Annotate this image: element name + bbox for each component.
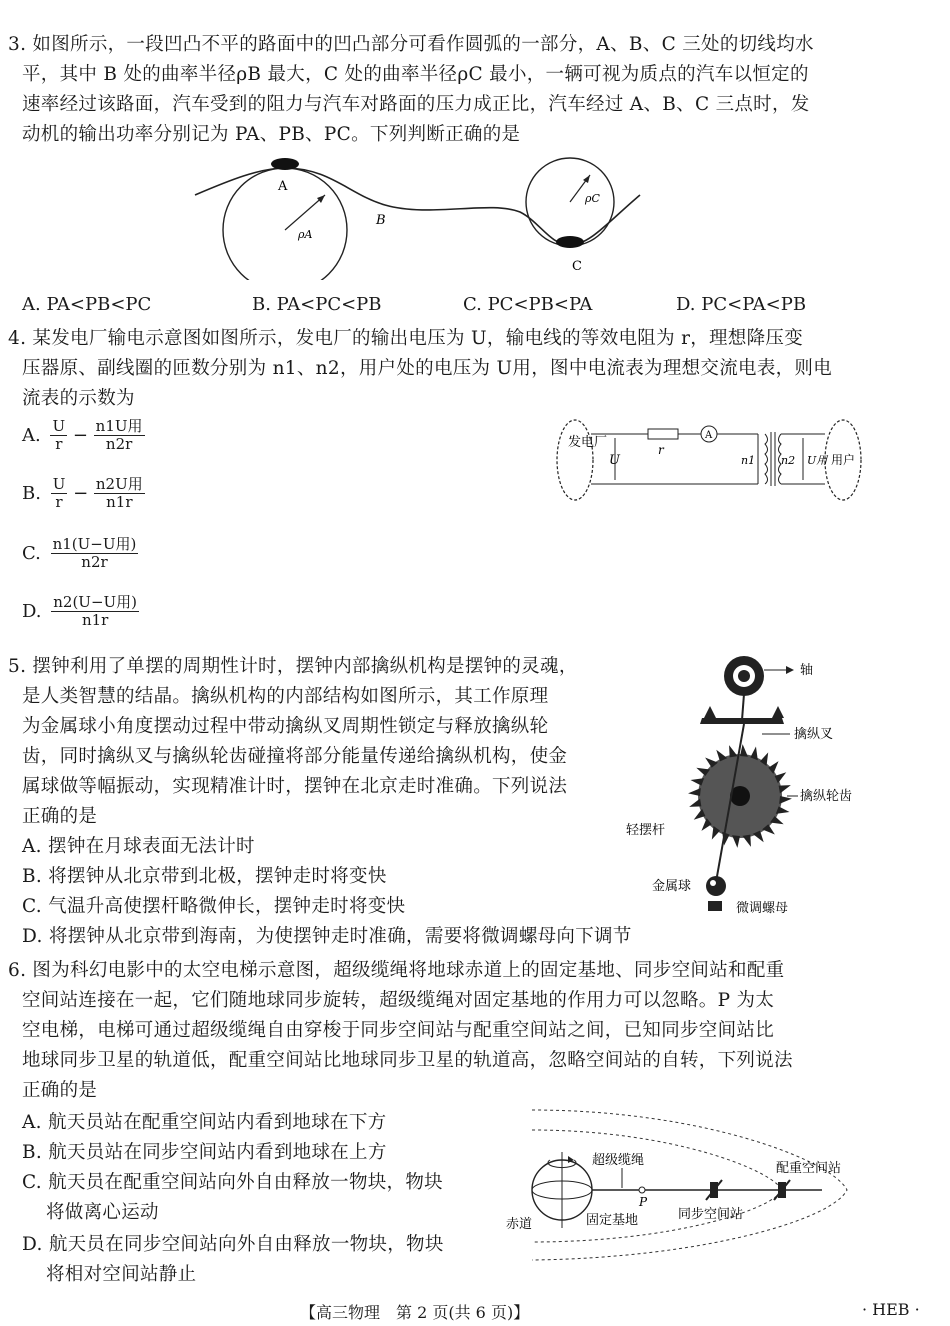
q5-line-5: 属球做等幅振动，实现精准计时，摆钟在北京走时准确。下列说法 — [22, 776, 568, 797]
q6-option-a: A. 航天员站在配重空间站内看到地球在下方 — [22, 1112, 387, 1133]
q5-line-2: 是人类智慧的结晶。擒纵机构的内部结构如图所示，其工作原理 — [22, 686, 549, 707]
q6-line-1: 6. 图为科幻电影中的太空电梯示意图，超级缆绳将地球赤道上的固定基地、同步空间站和配重 — [8, 960, 785, 981]
svg-text:U用: U用 — [807, 454, 828, 467]
svg-text:n2: n2 — [781, 454, 796, 467]
q4-option-d: D. $\frac{\text{n2(U−U用)}}{n1r}$ — [22, 593, 138, 629]
label-a: A — [278, 179, 288, 194]
q5-line-3: 为金属球小角度摆动过程中带动擒纵叉周期性锁定与释放擒纵轮 — [22, 716, 549, 737]
svg-text:金属球: 金属球 — [652, 879, 692, 894]
svg-text:轴: 轴 — [800, 663, 814, 678]
wheel-tooth — [732, 835, 740, 848]
footer-code: · HEB · — [862, 1300, 920, 1319]
svg-text:用户: 用户 — [831, 453, 856, 467]
wheel-tooth — [729, 745, 737, 757]
q4-line-3: 流表的示数为 — [22, 388, 135, 409]
page-footer: 【高三物理 第 2 页(共 6 页)】 — [300, 1303, 530, 1322]
svg-text:n1: n1 — [741, 454, 756, 467]
svg-text:赤道: 赤道 — [506, 1217, 533, 1232]
q6-option-d-cont: 将相对空间站静止 — [46, 1264, 197, 1285]
q4-line-1: 4. 某发电厂输电示意图如图所示，发电厂的输出电压为 U，输电线的等效电阻为 r，理想降压变 — [8, 328, 804, 349]
q5-escapement-figure — [612, 648, 872, 916]
wheel-tooth — [742, 835, 750, 847]
wheel-tooth — [688, 788, 701, 796]
svg-text:同步空间站: 同步空间站 — [678, 1207, 744, 1222]
wheel-tooth — [779, 785, 791, 793]
svg-text:微调螺母: 微调螺母 — [736, 901, 789, 916]
q5-line-1: 5. 摆钟利用了单摆的周期性计时，摆钟内部擒纵机构是摆钟的灵魂， — [8, 656, 578, 677]
q5-option-b: B. 将摆钟从北京带到北极，摆钟走时将变快 — [22, 866, 387, 887]
q3-road-figure — [190, 150, 650, 280]
svg-text:轻摆杆: 轻摆杆 — [626, 823, 666, 838]
q4-circuit-figure — [553, 412, 865, 508]
q6-option-d: D. 航天员在同步空间站向外自由释放一物块，物块 — [22, 1234, 444, 1255]
q5-option-c: C. 气温升高使摆杆略微伸长，摆钟走时将变快 — [22, 896, 406, 917]
q5-option-a: A. 摆钟在月球表面无法计时 — [22, 836, 255, 857]
q3-option-b: B. PA<PC<PB — [252, 294, 382, 315]
q4-option-b: B. $\frac{U}{r}$ − $\frac{\text{n2U用}}{n1r}$ — [22, 475, 143, 511]
q3-option-c: C. PC<PB<PA — [463, 294, 593, 315]
q4-line-2: 压器原、副线圈的匝数分别为 n1、n2，用户处的电压为 U用，图中电流表为理想交流电表，则电 — [22, 358, 833, 379]
wheel-tooth — [779, 796, 792, 804]
q6-line-5: 正确的是 — [22, 1080, 98, 1101]
wheel-tooth — [740, 744, 748, 757]
q3-line-1: 3. 如图所示，一段凹凸不平的路面中的凹凸部分可看作圆弧的一部分，A、B、C 三处的切线均水 — [8, 34, 814, 55]
q5-line-6: 正确的是 — [22, 806, 98, 827]
label-b: B — [376, 213, 386, 228]
q5-line-4: 齿，同时擒纵叉与擒纵轮齿碰撞将部分能量传递给擒纵机构，使金 — [22, 746, 568, 767]
q3-line-3: 速率经过该路面，汽车受到的阻力与汽车对路面的压力成正比，汽车经过 A、B、C 三点时，发 — [22, 94, 810, 115]
svg-text:配重空间站: 配重空间站 — [776, 1161, 842, 1176]
q3-option-d: D. PC<PA<PB — [676, 294, 807, 315]
q6-option-c: C. 航天员在配重空间站向外自由释放一物块，物块 — [22, 1172, 443, 1193]
label-c: C — [572, 259, 582, 274]
q6-line-4: 地球同步卫星的轨道低，配重空间站比地球同步卫星的轨道高，忽略空间站的自转，下列说法 — [22, 1050, 793, 1071]
car-icon-c — [556, 236, 584, 248]
svg-text:擒纵轮齿: 擒纵轮齿 — [800, 789, 853, 804]
q6-space-elevator-figure — [502, 1100, 862, 1270]
plant-label: 发电厂 — [568, 435, 608, 450]
q6-line-3: 空电梯，电梯可通过超级缆绳自由穿梭于同步空间站与配重空间站之间，已知同步空间站比 — [22, 1020, 775, 1041]
car-icon-a — [271, 158, 299, 170]
svg-text:r: r — [658, 443, 664, 457]
q3-line-2: 平，其中 B 处的曲率半径ρB 最大，C 处的曲率半径ρC 最小，一辆可视为质点的汽车以恒定的 — [22, 64, 809, 85]
svg-text:A: A — [705, 430, 713, 441]
label-rho-c: ρC — [585, 192, 600, 205]
svg-text:U: U — [609, 453, 620, 468]
q6-line-2: 空间站连接在一起，它们随地球同步旋转，超级缆绳对固定基地的作用力可以忽略。P 为太 — [22, 990, 775, 1011]
q3-line-4: 动机的输出功率分别记为 PA、PB、PC。下列判断正确的是 — [22, 124, 521, 145]
svg-text:固定基地: 固定基地 — [586, 1213, 639, 1228]
q4-option-c: C. $\frac{\text{n1(U−U用)}}{n2r}$ — [22, 535, 137, 571]
wheel-tooth — [689, 798, 701, 806]
svg-text:擒纵叉: 擒纵叉 — [794, 727, 834, 742]
q4-option-a: A. $\frac{U}{r}$ − $\frac{\text{n1U用}}{n2r}$ — [22, 417, 143, 453]
q6-option-b: B. 航天员站在同步空间站内看到地球在上方 — [22, 1142, 387, 1163]
svg-text:超级缆绳: 超级缆绳 — [592, 1153, 645, 1168]
label-rho-a: ρA — [298, 228, 313, 241]
q6-option-c-cont: 将做离心运动 — [46, 1202, 159, 1223]
q3-option-a: A. PA<PB<PC — [22, 294, 152, 315]
q5-option-d: D. 将摆钟从北京带到海南，为使摆钟走时准确，需要将微调螺母向下调节 — [22, 926, 632, 947]
svg-text:P: P — [639, 1195, 648, 1209]
